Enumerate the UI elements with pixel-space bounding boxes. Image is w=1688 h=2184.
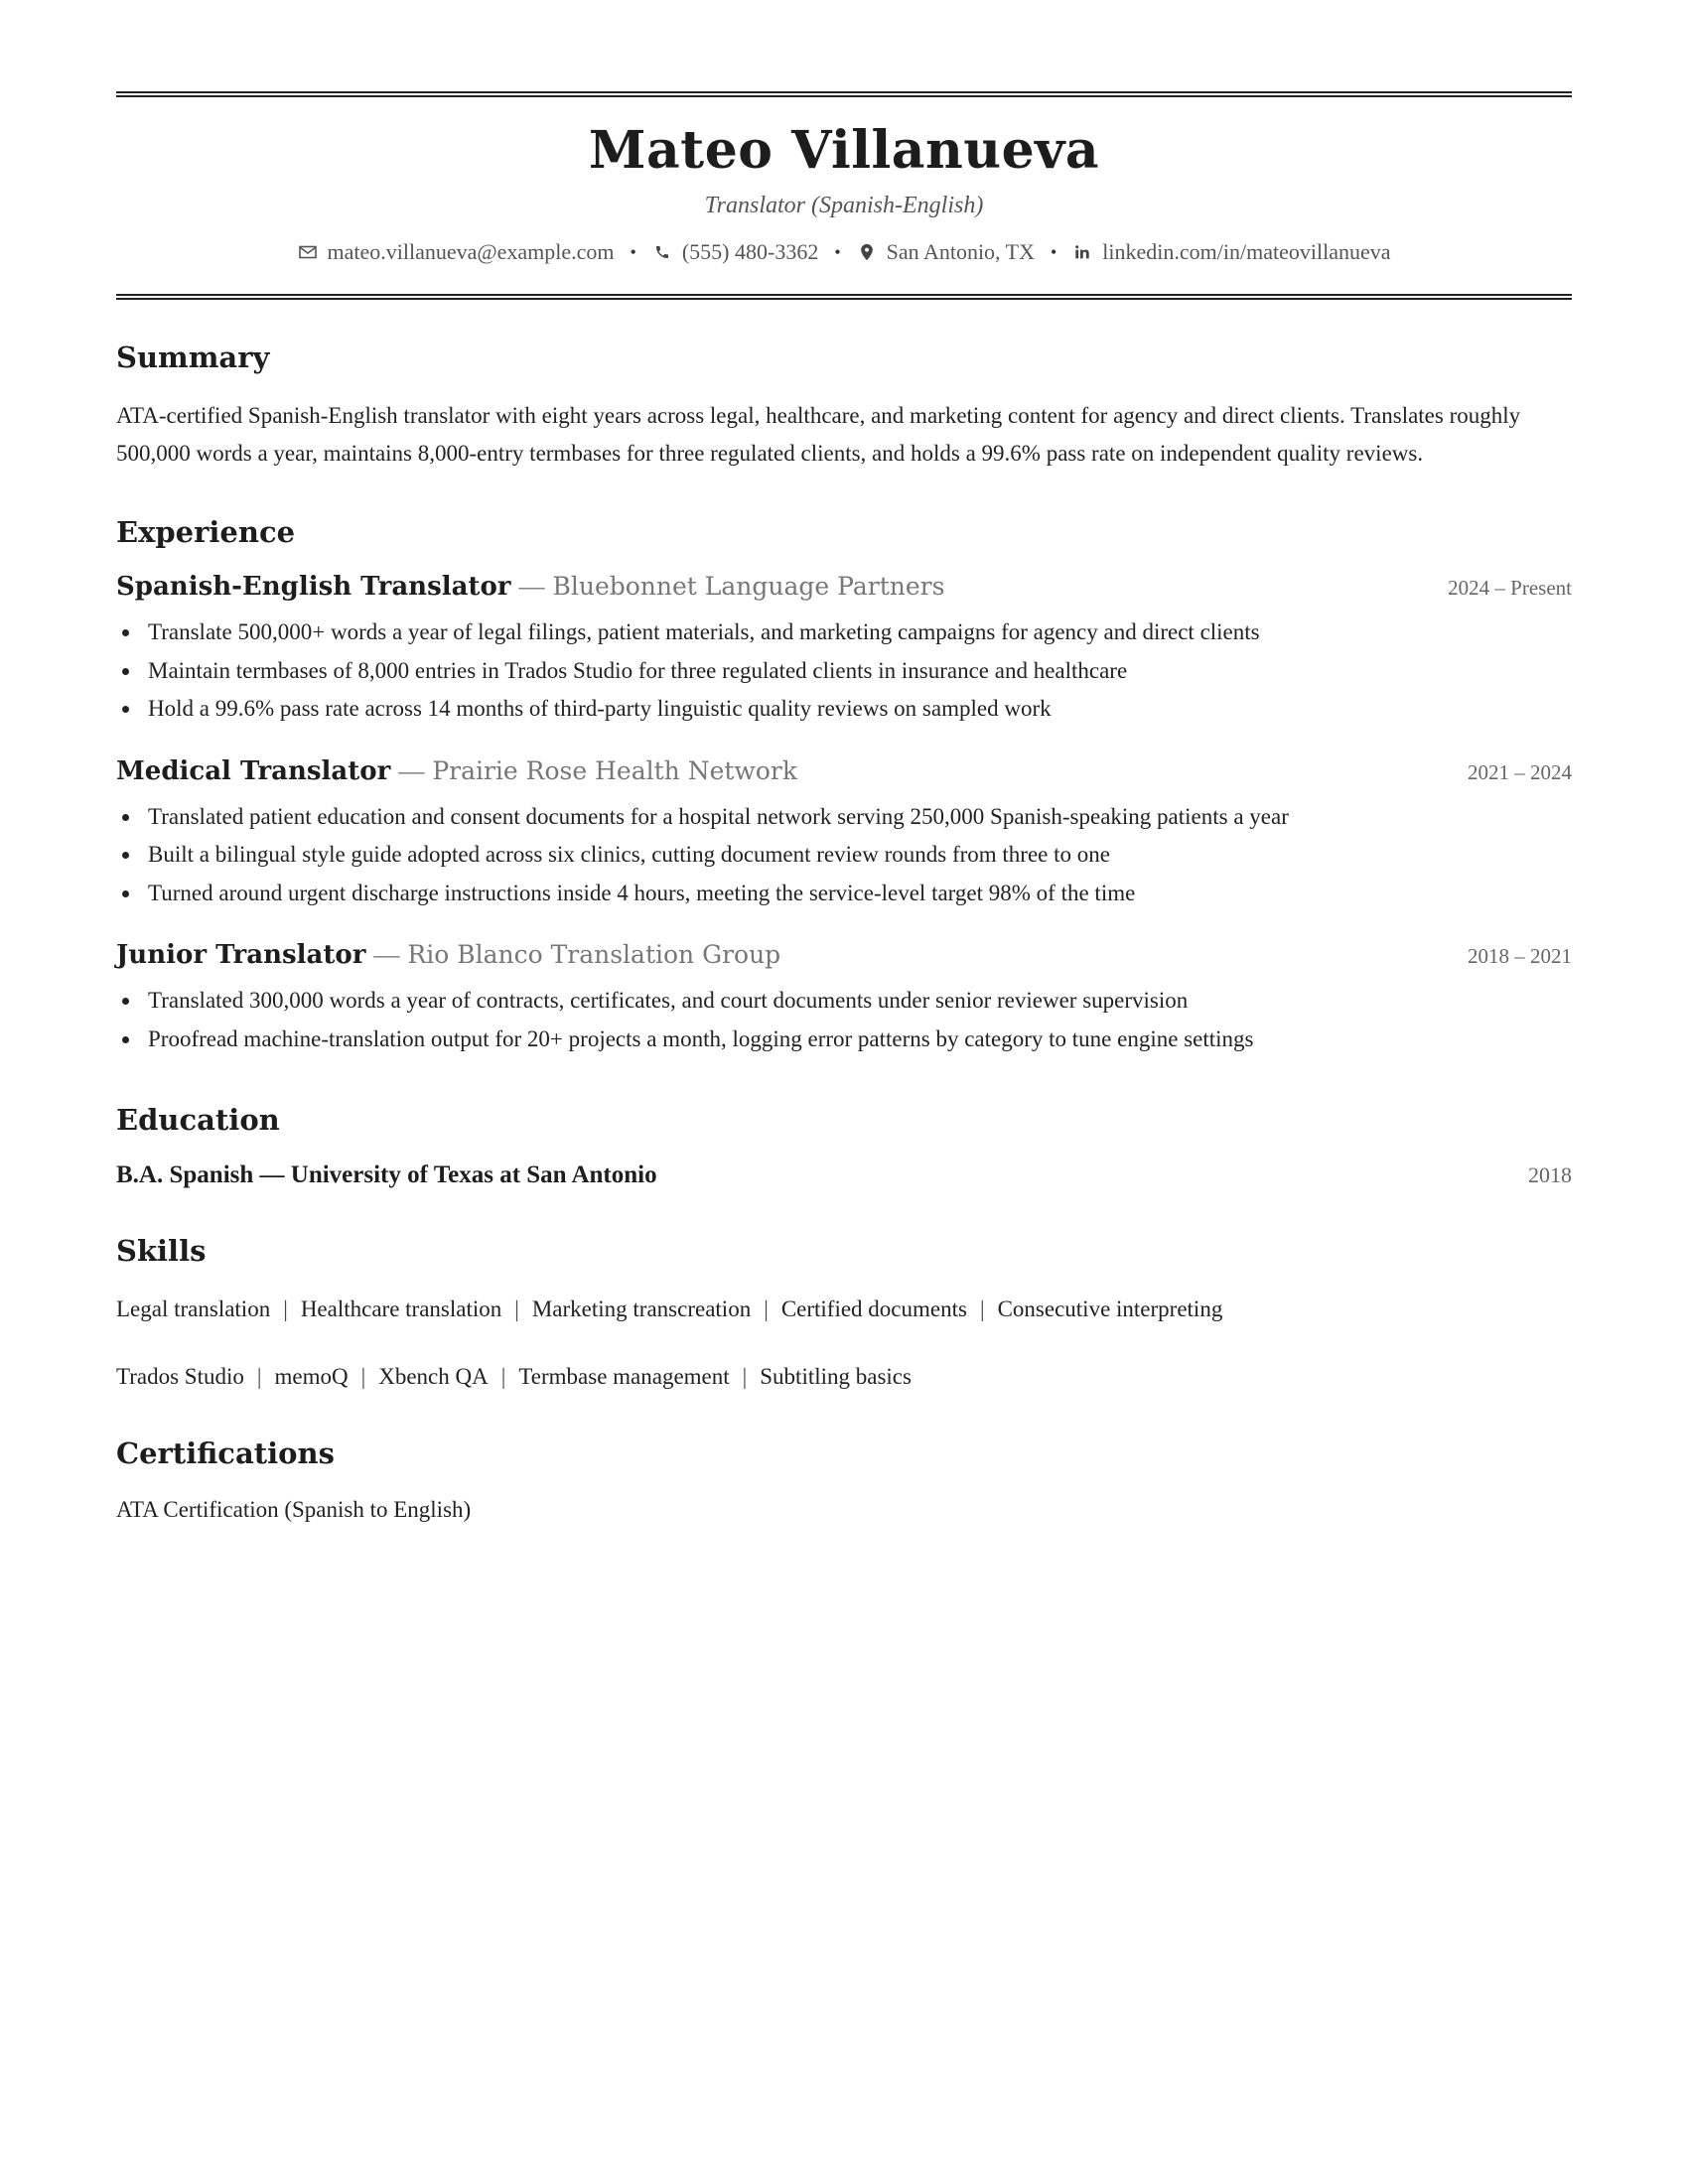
job-role: Spanish-English Translator: [116, 572, 511, 602]
skills-line: [116, 1362, 1572, 1392]
skill-item: Certified documents: [780, 1297, 967, 1321]
job-dash: —: [398, 755, 425, 785]
skill-item: Legal translation: [116, 1297, 271, 1321]
education-section: [116, 1102, 1572, 1189]
section-heading: Skills: [116, 1234, 207, 1268]
job-header: [116, 572, 1572, 602]
job-bullets: [116, 982, 1572, 1058]
mail-icon: [298, 242, 318, 262]
job-dates: 2018 – 2021: [1468, 944, 1572, 968]
section-heading: Certifications: [116, 1436, 335, 1470]
job-bullet: Built a bilingual style guide adopted across six clinics, cutting document review rounds from three to one: [148, 836, 1572, 875]
job-bullet: Proofread machine-translation output for 20+ projects a month, logging error patterns by category to tune engine settings: [148, 1021, 1572, 1059]
job-entry: [116, 572, 1572, 729]
skill-separator: |: [360, 1364, 366, 1389]
skill-item: Marketing transcreation: [531, 1297, 752, 1321]
job-bullet: Translated patient education and consent documents for a hospital network serving 250,000 Spanish-speaking patients a year: [148, 798, 1572, 837]
location-pin-icon: [857, 242, 877, 262]
job-header: [116, 756, 1572, 786]
candidate-title: Translator (Spanish-English): [704, 193, 984, 218]
job-dates: 2024 – Present: [1448, 576, 1572, 600]
job-role: Junior Translator: [116, 940, 366, 970]
job-company: Rio Blanco Translation Group: [407, 940, 781, 969]
header-bottom-rule: [116, 294, 1572, 300]
section-heading: Education: [116, 1103, 280, 1137]
contact-line: [116, 238, 1572, 266]
job-dates: 2021 – 2024: [1468, 759, 1572, 784]
job-bullet: Hold a 99.6% pass rate across 14 months of third-party linguistic quality reviews on sampled work: [148, 690, 1572, 729]
resume-header: [116, 119, 1572, 266]
skill-item: Trados Studio: [116, 1364, 244, 1389]
education-year: 2018: [1528, 1162, 1572, 1187]
summary-section: [116, 340, 1572, 473]
skill-separator: |: [742, 1364, 748, 1389]
header-top-rule: [116, 91, 1572, 97]
education-entry: [116, 1161, 1572, 1189]
job-dash: —: [518, 572, 545, 601]
skill-item: Xbench QA: [378, 1364, 489, 1389]
skill-separator: |: [979, 1297, 985, 1321]
contact-separator: •: [834, 242, 841, 262]
contact-separator: •: [1050, 242, 1057, 262]
job-company: Bluebonnet Language Partners: [552, 572, 945, 601]
skill-item: memoQ: [274, 1364, 349, 1389]
job-header: [116, 940, 1572, 970]
skill-separator: |: [764, 1297, 769, 1321]
job-bullet: Translate 500,000+ words a year of legal filings, patient materials, and marketing campaigns for agency and direct clients: [148, 614, 1572, 652]
job-bullets: [116, 614, 1572, 729]
skill-separator: |: [283, 1297, 288, 1321]
education-degree: B.A. Spanish — University of Texas at San Antonio: [116, 1161, 657, 1188]
contact-location: [857, 238, 1035, 266]
skill-item: Consecutive interpreting: [997, 1297, 1223, 1321]
job-role: Medical Translator: [116, 755, 391, 786]
candidate-name: Mateo Villanueva: [588, 120, 1100, 181]
linkedin-icon: [1072, 242, 1092, 262]
contact-email-text: mateo.villanueva@example.com: [327, 239, 615, 264]
job-bullets: [116, 798, 1572, 913]
skills-section: [116, 1233, 1572, 1392]
certifications-section: [116, 1435, 1572, 1525]
summary-text: ATA-certified Spanish-English translator with eight years across legal, healthcare, and marketing content for agency and direct clients. Translates roughly 500,000 words a year, maintains 8,000-entry termbases for three regulated clients, and holds a 99.6% pass rate on independent quality reviews.: [116, 403, 1521, 466]
contact-separator: •: [630, 242, 636, 262]
section-heading: Summary: [116, 341, 270, 374]
skill-separator: |: [256, 1364, 262, 1389]
contact-linkedin-text: linkedin.com/in/mateovillanueva: [1102, 239, 1391, 264]
job-dash: —: [373, 940, 400, 969]
experience-section: [116, 514, 1572, 1058]
certification-item: ATA Certification (Spanish to English): [116, 1497, 472, 1522]
contact-phone[interactable]: [652, 238, 818, 266]
phone-icon: [652, 242, 672, 262]
job-bullet: Maintain termbases of 8,000 entries in Trados Studio for three regulated clients in insurance and healthcare: [148, 652, 1572, 691]
job-bullet: Turned around urgent discharge instructions inside 4 hours, meeting the service-level target 98% of the time: [148, 875, 1572, 913]
skill-item: Healthcare translation: [300, 1297, 502, 1321]
skill-separator: |: [500, 1364, 506, 1389]
skill-item: Termbase management: [518, 1364, 730, 1389]
contact-linkedin[interactable]: [1072, 238, 1390, 266]
skill-item: Subtitling basics: [760, 1364, 912, 1389]
section-heading: Experience: [116, 515, 296, 549]
job-bullet: Translated 300,000 words a year of contracts, certificates, and court documents under senior reviewer supervision: [148, 982, 1572, 1021]
job-company: Prairie Rose Health Network: [432, 755, 797, 785]
contact-email[interactable]: [298, 238, 615, 266]
contact-phone-text: (555) 480-3362: [681, 239, 819, 264]
job-entry: [116, 940, 1572, 1058]
job-entry: [116, 756, 1572, 913]
contact-location-text: San Antonio, TX: [886, 239, 1035, 264]
skill-separator: |: [514, 1297, 519, 1321]
skills-line: [116, 1295, 1572, 1324]
